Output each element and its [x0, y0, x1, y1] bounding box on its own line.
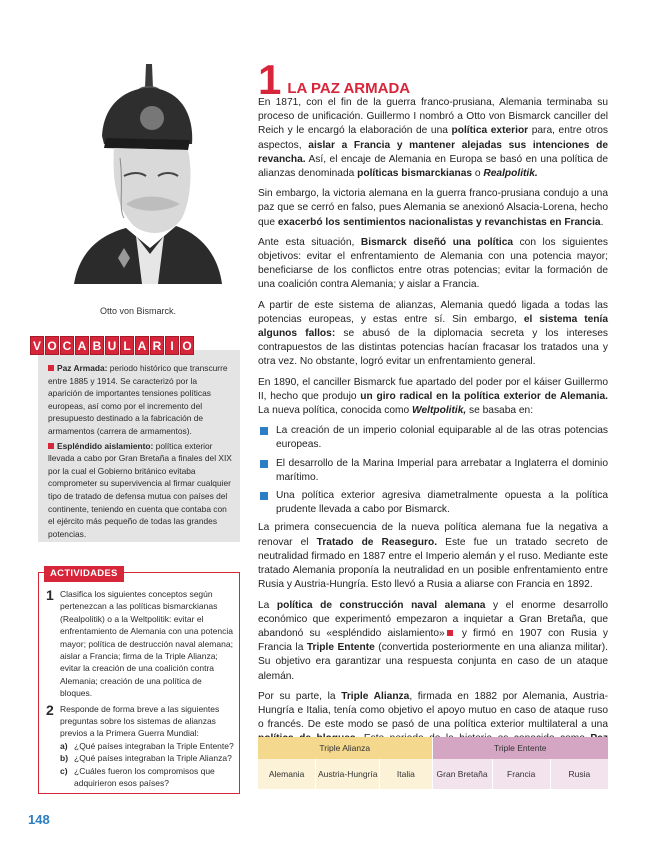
paragraph: La primera consecuencia de la nueva política alemana fue la negativa a renovar el Tratado de Reaseguro. Este fue un tratado secreto de neutralidad firmado en 1887 entre el Imperio alemán y el ruso. Mediante este tratado Alemania proponía la neutralidad en un posible enfrentamiento entre Rusia y Austria-Hungría. Esto llevó a Rusia a aliarse con Francia en 1892. — [258, 522, 608, 591]
vocab-letter: B — [90, 336, 104, 355]
vocab-letter: O — [45, 336, 59, 355]
table-cell: Italia — [379, 759, 431, 789]
activity-subitem: c) ¿Cuáles fueron los compromisos que adquirieron esos países? — [60, 765, 215, 789]
table-header-alianza: Triple Alianza — [258, 737, 432, 759]
section-number: 1 — [258, 56, 282, 103]
square-bullet-icon — [260, 460, 268, 468]
table-cell: Austria-Hungría — [315, 759, 379, 789]
paragraph: En 1871, con el fin de la guerra franco-prusiana, Alemania terminaba su proceso de unificación. Guillermo I nombró a Otto von Bismarck canciller del Reich y le encargó la elaboración de una política exterior para, entre otros aspectos, aislar a Francia y mantener alejadas sus intenciones de revancha. Así, el encaje de Alemania en Europa se basó en una política de alianzas denominada políticas bismarckianas o Realpolitik. — [258, 97, 608, 180]
table-cell: Gran Bretaña — [432, 759, 492, 789]
vocab-letter: I — [165, 336, 179, 355]
section-name: LA PAZ ARMADA — [287, 80, 411, 97]
vocab-letter: O — [180, 336, 194, 355]
activity-item: 1 Clasifica los siguientes conceptos según pertenezcan a las políticas bismarckianas (Realpolitik) o a la Weltpolitik: evitar el enfrentamiento de Alemania con una potencia mayor; política de destrucción naval alemana; aislar a Francia; firma de la Triple Alianza; evitar la creación de una coalición contra Alemania; creación de una política de bloques. — [46, 587, 233, 699]
paragraph: En 1890, el canciller Bismarck fue apartado del poder por el káiser Guillermo II, hecho que produjo un giro radical en la política exterior de Alemania. La nueva política, conocida como Weltpolitik, se basaba en: — [258, 376, 608, 417]
vocabulary-marker-icon — [447, 630, 453, 636]
vocab-letter: L — [120, 336, 134, 355]
square-bullet-icon — [48, 365, 54, 371]
portrait-caption: Otto von Bismarck. — [99, 306, 177, 316]
section-title — [258, 56, 411, 103]
vocab-entry: Espléndido aislamiento: política exterior llevada a cabo por Gran Bretaña a finales del XIX por la cual el Gobierno británico evitaba comprometer su supervivencia al firmar cualquier tipo de tratado de defensa mutua con países del continente, teniendo en cuenta que contaba con el ejército más pequeño de todas las grandes potencias. — [48, 440, 232, 539]
activity-item: 2 Responde de forma breve a las siguientes preguntas sobre los sistemas de alianzas previos a la Primera Guerra Mundial: a) ¿Qué países integraban la Triple Entente? b) ¿Qué países integraban la Triple Alianza? c) ¿Cuáles fueron los compromisos que adquirieron esos países? — [46, 701, 234, 789]
paragraph: Por su parte, la Triple Alianza, firmada en 1882 por Alemania, Austria-Hungría e Italia, tenía como objetivo el apoyo mutuo en caso de ataque ruso o francés. De este modo se pasó de una política exterior multilateral a una — [258, 690, 608, 731]
paragraph: Sin embargo, la victoria alemana en la guerra franco-prusiana condujo a una paz que se cerró en falso, pues Alemania se anexionó Alsacia-Lorena, hecho que exacerbó los sentimientos nacionalistas y revanchistas en Francia. — [258, 188, 608, 228]
table-row — [258, 759, 608, 789]
bismarck-portrait — [54, 58, 222, 284]
activities-title: ACTIVIDADES — [44, 566, 124, 582]
vocab-letter: A — [135, 336, 149, 355]
table-header-entente: Triple Entente — [432, 737, 609, 759]
activity-subitem: b) ¿Qué países integraban la Triple Alianza? — [60, 753, 232, 764]
vocab-letter: V — [30, 336, 44, 355]
bullet-item: Una política exterior agresiva diametralmente opuesta a la política prudente llevada a cabo por Bismarck. — [258, 489, 608, 517]
activity-subitem: a) ¿Qué países integraban la Triple Entente? — [60, 740, 234, 751]
bullet-item: La creación de un imperio colonial equiparable al de las otras potencias europeas. — [258, 424, 608, 452]
main-text — [258, 96, 608, 767]
table-cell: Francia — [492, 759, 550, 789]
paragraph: A partir de este sistema de alianzas, Alemania quedó ligada a todas las potencias europeas, y estas entre sí. Sin embargo, el sistema tenía algunos fallos: se abusó de la diplomacia secreta y los intereses contrapuestos de las distintas potencias hacían fracasar los tratados una y otra vez. No obstante, logró evitar un enfrentamiento general. — [258, 299, 608, 368]
vocabulary-box — [38, 350, 240, 542]
activities-content — [46, 588, 234, 793]
table-header-row — [258, 737, 608, 759]
vocab-letter: A — [75, 336, 89, 355]
square-bullet-icon — [260, 427, 268, 435]
paragraph: La política de construcción naval alemana y el enorme desarrollo económico que experimentó empezaron a inquietar a Gran Bretaña, que abandonó su «espléndido aislamiento» y firmó en 1907 con Rusia y Francia la Triple Entente (convertida posteriormente en una alianza militar). Su objetivo era garantizar una respuesta conjunta en caso de un ataque alemán. — [258, 599, 608, 682]
vocab-letter: R — [150, 336, 164, 355]
square-bullet-icon — [48, 443, 54, 449]
square-bullet-icon — [260, 492, 268, 500]
alliances-table — [258, 737, 608, 789]
vocab-letter: C — [60, 336, 74, 355]
page-number: 148 — [28, 812, 50, 827]
table-cell: Rusia — [550, 759, 608, 789]
paragraph: Ante esta situación, Bismarck diseñó una política con los siguientes objetivos: evitar el enfrentamiento de Alemania con una potencia mayor; beneficiarse de los conflictos entre otras potencias; evitar la formación de una coalición contra Alemania; y aislar a Francia. — [258, 236, 608, 291]
vocab-letter: U — [105, 336, 119, 355]
table-cell: Alemania — [258, 759, 315, 789]
vocab-entry: Paz Armada: periodo histórico que transcurre entre 1885 y 1914. Se caracterizó por la aparición de importantes tensiones políticas europeas, así como por el incremento del presupuesto destinado a la fabricación de armamentos (carrera de armamentos). — [48, 363, 228, 436]
bullet-item: El desarrollo de la Marina Imperial para arrebatar a Inglaterra el dominio marítimo. — [258, 457, 608, 485]
vocabulary-heading — [30, 336, 194, 356]
